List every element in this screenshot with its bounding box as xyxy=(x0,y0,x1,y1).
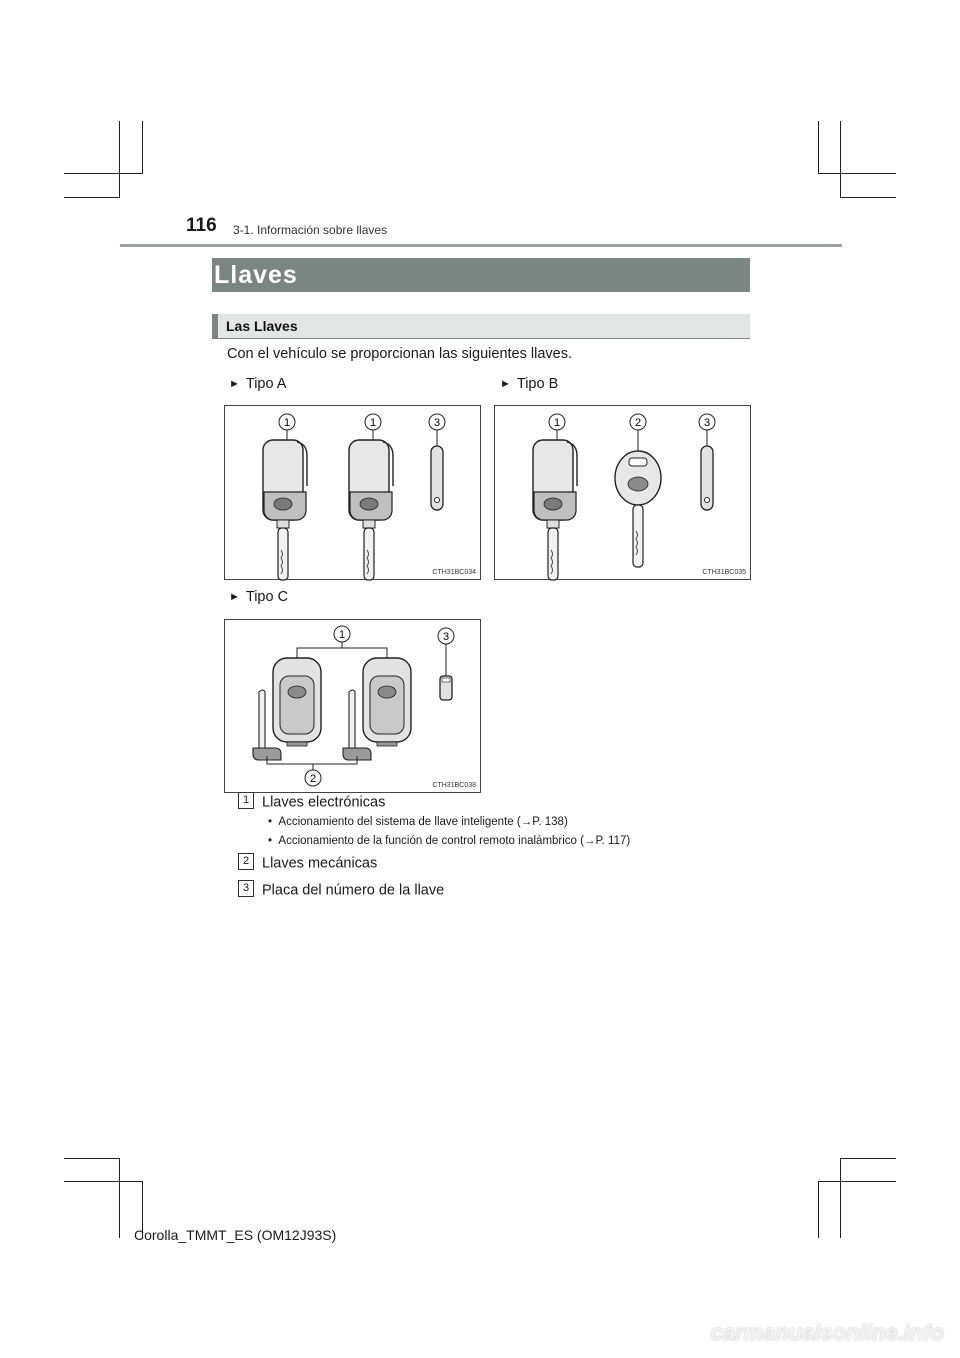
subsection-title: Las Llaves xyxy=(226,318,298,334)
legend-label: Llaves electrónicas xyxy=(262,794,386,811)
legend-number: 3 xyxy=(238,880,254,897)
legend-number: 2 xyxy=(238,853,254,870)
legend-bullet: • Accionamiento de la función de control remoto inalámbrico (→P. 117) xyxy=(268,835,631,847)
callout-number: 1 xyxy=(553,417,561,429)
legend-item-key-number-plate xyxy=(238,882,444,899)
figure-type-a xyxy=(224,405,481,580)
type-a-label: ► Tipo A xyxy=(229,376,287,392)
callout-number: 3 xyxy=(703,417,711,429)
type-a-keys-illustration xyxy=(225,406,482,581)
legend-label: Placa del número de la llave xyxy=(262,882,445,899)
callout-number: 1 xyxy=(369,417,377,429)
bullet-triangle-icon: ► xyxy=(500,378,511,390)
list-dot-icon: • xyxy=(268,835,273,847)
bullet-triangle-icon: ► xyxy=(229,378,240,390)
figure-code: CTH31BC038 xyxy=(432,782,476,789)
subsection-title-bar xyxy=(212,314,750,339)
manual-id: Corolla_TMMT_ES (OM12J93S) xyxy=(134,1227,337,1243)
type-b-label: ► Tipo B xyxy=(500,376,559,392)
header-rule xyxy=(120,244,842,247)
bullet-triangle-icon: ► xyxy=(229,591,240,603)
callout-number: 2 xyxy=(309,773,317,785)
section-title: Llaves xyxy=(214,261,298,289)
legend-label: Llaves mecánicas xyxy=(262,855,378,872)
figure-type-b xyxy=(494,405,751,580)
figure-type-c xyxy=(224,619,481,793)
legend-item-electronic-keys xyxy=(238,794,385,811)
intro-text: Con el vehículo se proporcionan las siguientes llaves. xyxy=(227,346,572,362)
watermark-text: carmanualsonline.info xyxy=(710,1320,944,1345)
callout-number: 2 xyxy=(634,417,642,429)
type-c-keys-illustration xyxy=(225,620,482,794)
callout-number: 1 xyxy=(338,629,346,641)
figure-code: CTH31BC035 xyxy=(702,569,746,576)
legend-number: 1 xyxy=(238,792,254,809)
list-dot-icon: • xyxy=(268,816,273,828)
callout-number: 1 xyxy=(283,417,291,429)
type-b-keys-illustration xyxy=(495,406,752,581)
legend-bullet: • Accionamiento del sistema de llave inteligente (→P. 138) xyxy=(268,816,568,828)
running-head: 3-1. Información sobre llaves xyxy=(233,223,388,237)
type-c-label: ► Tipo C xyxy=(229,589,289,605)
figure-code: CTH31BC034 xyxy=(432,569,476,576)
watermark xyxy=(710,1318,944,1346)
page-number: 116 xyxy=(186,215,217,236)
callout-number: 3 xyxy=(442,631,450,643)
callout-number: 3 xyxy=(433,417,441,429)
legend-item-mechanical-keys xyxy=(238,855,377,872)
subsection-accent xyxy=(212,314,218,338)
